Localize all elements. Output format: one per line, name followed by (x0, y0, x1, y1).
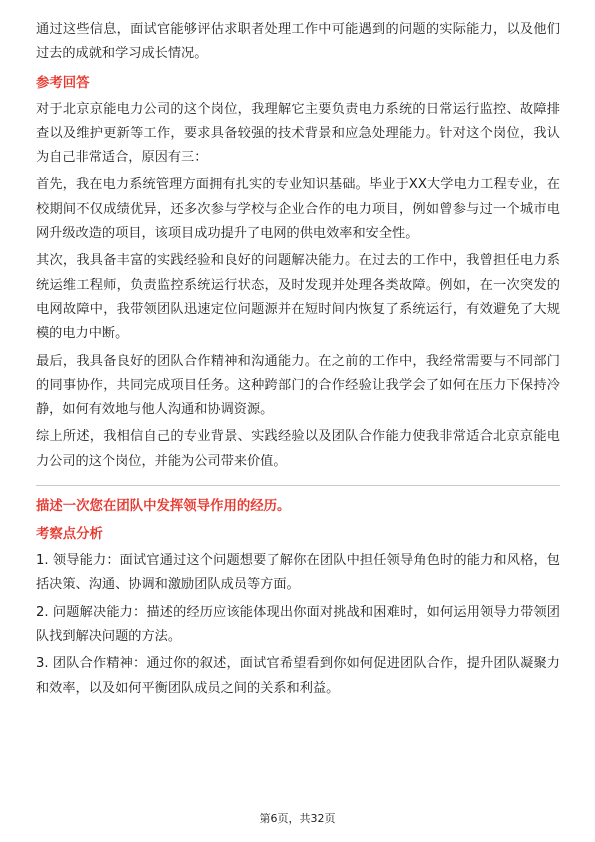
analysis-heading: 考察点分析 (36, 527, 103, 543)
document-body (36, 18, 560, 704)
question-heading: 描述一次您在团队中发挥领导作用的经历。 (36, 499, 291, 515)
answer-paragraph: 首先，我在电力系统管理方面拥有扎实的专业知识基础。毕业于XX大学电力工程专业，在校期间不仅成绩优异，还多次参与学校与企业合作的电力项目，例如曾参与过一个城市电网升级改造的项目，该项目成功提升了电网的供电效率和安全性。 (36, 177, 560, 242)
answer-paragraph: 最后，我具备良好的团队合作精神和沟通能力。在之前的工作中，我经常需要与不同部门的同事协作，共同完成项目任务。这种跨部门的合作经验让我学会了如何在压力下保持冷静，如何有效地与他人沟通和协调资源。 (36, 353, 560, 418)
answer-paragraph: 其次，我具备丰富的实践经验和良好的问题解决能力。在过去的工作中，我曾担任电力系统运维工程师，负责监控系统运行状态，及时发现并处理各类故障。例如，在一次突发的电网故障中，我带领团队迅速定位问题源并在短时间内恢复了系统运行，有效避免了大规模的电力中断。 (36, 253, 560, 342)
page-number: 第6页，共32页 (259, 812, 336, 825)
analysis-point: 3. 团队合作精神：通过你的叙述，面试官希望看到你如何促进团队合作，提升团队凝聚力和效率，以及如何平衡团队成员之间的关系和利益。 (36, 656, 560, 696)
answer-paragraph: 综上所述，我相信自己的专业背景、实践经验以及团队合作能力使我非常适合北京京能电力公司的这个岗位，并能为公司带来价值。 (36, 429, 560, 469)
analysis-point: 2. 问题解决能力：描述的经历应该能体现出你面对挑战和困难时，如何运用领导力带领团队找到解决问题的方法。 (36, 604, 560, 644)
intro-paragraph: 通过这些信息，面试官能够评估求职者处理工作中可能遇到的问题的实际能力，以及他们过去的成就和学习成长情况。 (36, 22, 560, 62)
analysis-point: 1. 领导能力：面试官通过这个问题想要了解你在团队中担任领导角色时的能力和风格，包括决策、沟通、协调和激励团队成员等方面。 (36, 553, 560, 593)
section-divider (36, 485, 560, 486)
answer-paragraph: 对于北京京能电力公司的这个岗位，我理解它主要负责电力系统的日常运行监控、故障排查以及维护更新等工作，要求具备较强的技术背景和应急处理能力。针对这个岗位，我认为自己非常适合，原因有三： (36, 101, 560, 166)
answer-heading: 参考回答 (36, 75, 90, 91)
